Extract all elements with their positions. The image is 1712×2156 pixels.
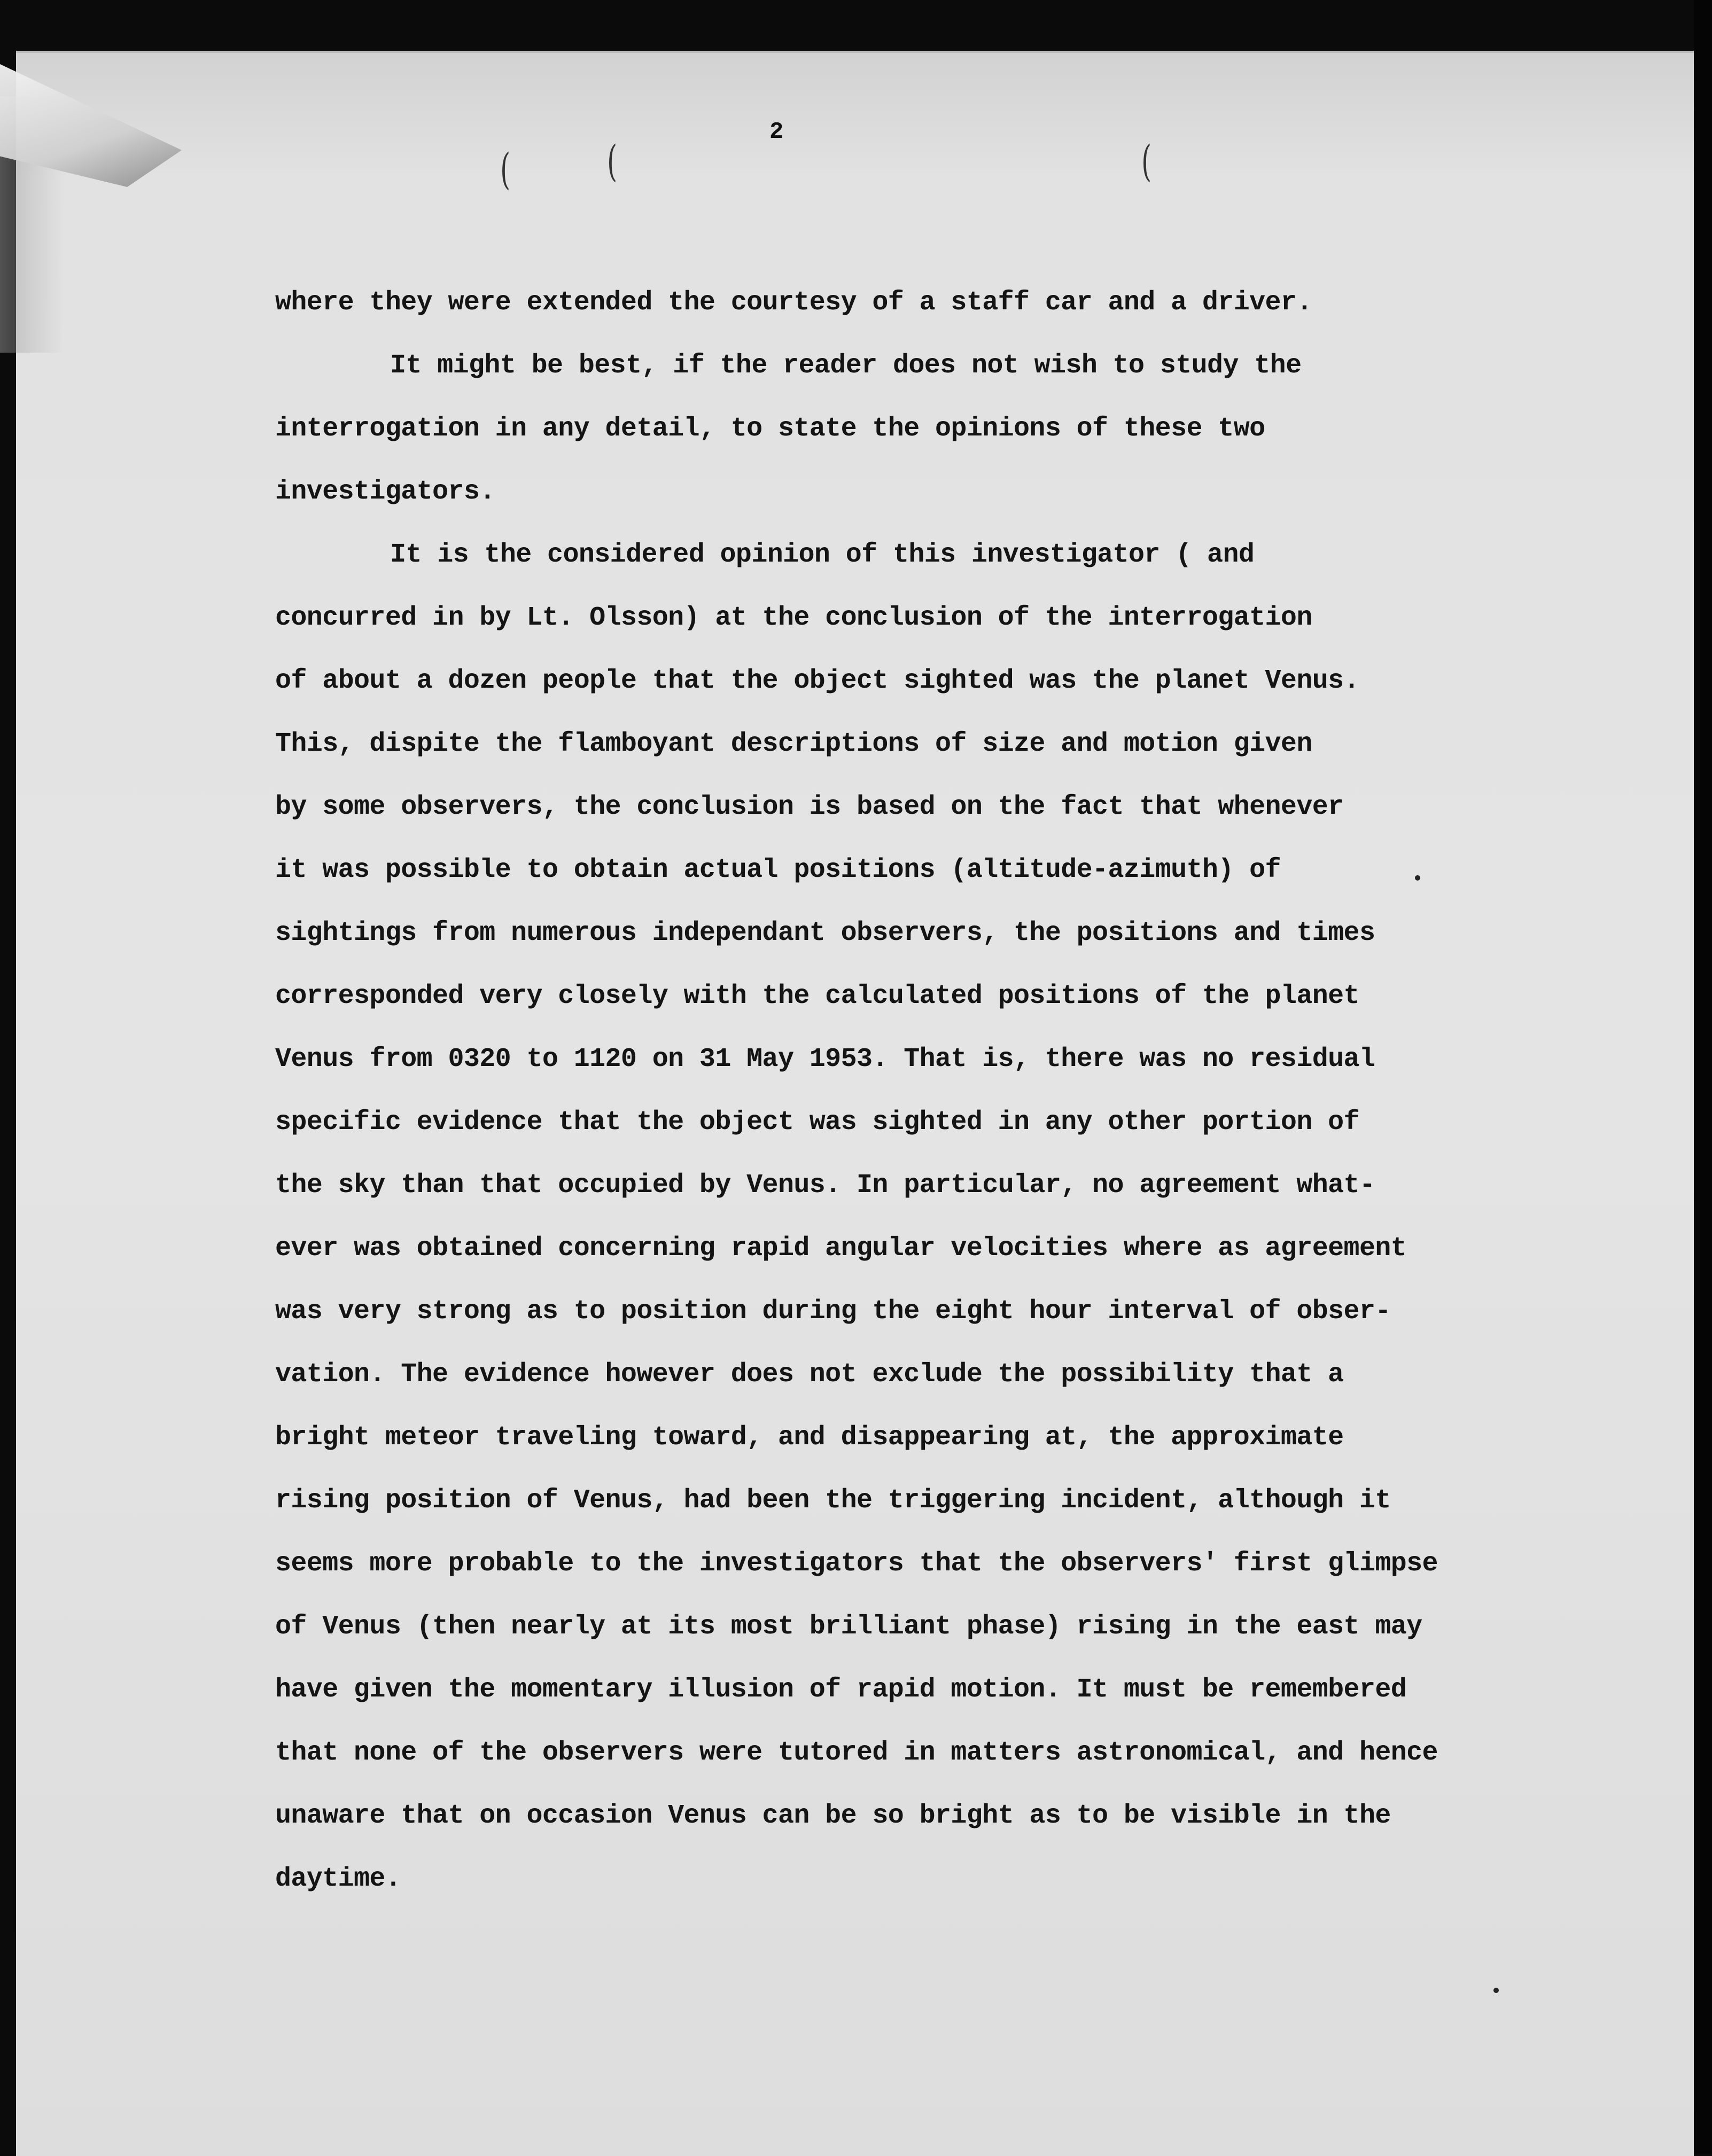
text-line: have given the momentary illusion of rapid motion. It must be remembered <box>275 1675 1407 1705</box>
scan-edge <box>1694 0 1712 2154</box>
text-line: that none of the observers were tutored in matters astronomical, and hence <box>275 1738 1438 1768</box>
text-line: corresponded very closely with the calculated positions of the planet <box>275 981 1359 1011</box>
page-number: 2 <box>769 119 784 145</box>
text-line: interrogation in any detail, to state the opinions of these two <box>275 414 1265 444</box>
text-line: by some observers, the conclusion is based on the fact that whenever <box>275 792 1344 822</box>
text-line: specific evidence that the object was sighted in any other portion of <box>275 1107 1359 1138</box>
scan-mark: ( <box>500 144 510 194</box>
paragraph <box>275 524 1520 1911</box>
text-line: bright meteor traveling toward, and disappearing at, the approximate <box>275 1422 1344 1453</box>
scan-speck <box>1493 1988 1499 1993</box>
text-line: of about a dozen people that the object sighted was the planet Venus. <box>275 666 1359 696</box>
text-line: rising position of Venus, had been the triggering incident, although it <box>275 1485 1391 1516</box>
text-line: concurred in by Lt. Olsson) at the conclusion of the interrogation <box>275 603 1312 633</box>
text-line: It is the considered opinion of this investigator ( and <box>390 540 1255 570</box>
text-line: It might be best, if the reader does not wish to study the <box>390 351 1302 381</box>
text-line: vation. The evidence however does not exclude the possibility that a <box>275 1359 1344 1390</box>
text-line: investigators. <box>275 477 495 507</box>
scan-mark: ( <box>1141 136 1151 186</box>
text-line: Venus from 0320 to 1120 on 31 May 1953. That is, there was no residual <box>275 1044 1375 1075</box>
document-body <box>275 271 1520 1911</box>
text-line: unaware that on occasion Venus can be so bright as to be visible in the <box>275 1801 1391 1831</box>
text-line: seems more probable to the investigators that the observers' first glimpse <box>275 1548 1438 1579</box>
text-line: it was possible to obtain actual positions (altitude-azimuth) of <box>275 855 1281 885</box>
paragraph <box>275 271 1520 334</box>
text-line: This, dispite the flamboyant descriptions of size and motion given <box>275 729 1312 759</box>
text-line: the sky than that occupied by Venus. In particular, no agreement what- <box>275 1170 1375 1201</box>
text-line: ever was obtained concerning rapid angular velocities where as agreement <box>275 1233 1407 1264</box>
text-line: was very strong as to position during the eight hour interval of obser- <box>275 1296 1391 1327</box>
text-line: daytime. <box>275 1864 401 1894</box>
paragraph <box>275 334 1520 524</box>
text-line: of Venus (then nearly at its most brilliant phase) rising in the east may <box>275 1612 1422 1642</box>
text-line: sightings from numerous independant observers, the positions and times <box>275 918 1375 948</box>
text-line: where they were extended the courtesy of a staff car and a driver. <box>275 287 1312 318</box>
scan-mark: ( <box>607 136 617 186</box>
